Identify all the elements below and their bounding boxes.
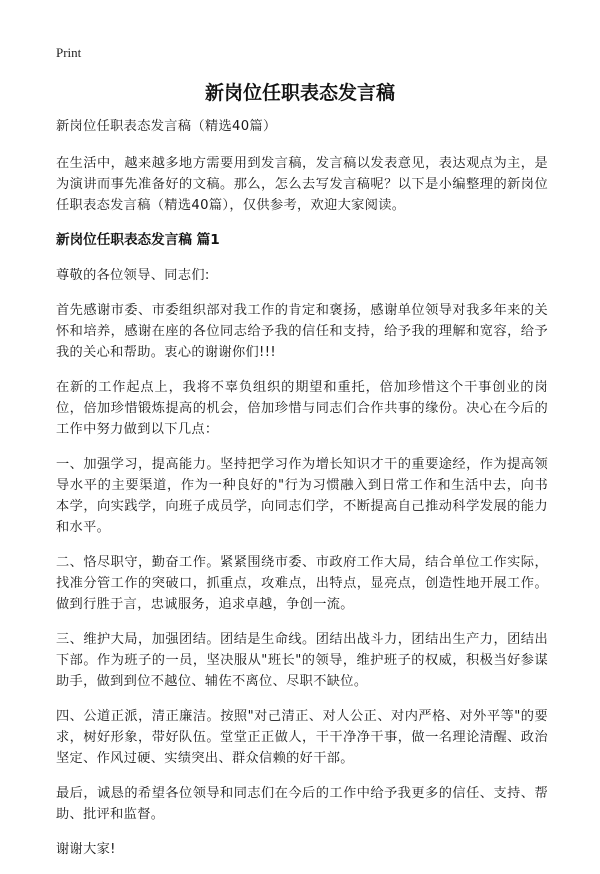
print-link[interactable]: Print [56,45,82,60]
paragraph-point-3: 三、维护大局，加强团结。团结是生命线。团结出战斗力，团结出生产力，团结出下部。作为班子的一员，坚决服从"班长"的领导，维护班子的权威，积极当好参谋助手，做到到位不越位、辅佐不离位、尽职不缺位。 [56,632,548,689]
paragraph-point-4: 四、公道正派，清正廉洁。按照"对己清正、对人公正、对内严格、对外平等"的要求，树好形象，带好队伍。堂堂正正做人，干干净净干事，做一名理论清醒、政治坚定、作风过硬、实绩突出、群众信赖的好干部。 [56,709,548,766]
section-heading: 新岗位任职表态发言稿 篇1 [56,232,220,248]
document-subtitle: 新岗位任职表态发言稿（精选40篇） [56,119,277,134]
paragraph-thank-you: 谢谢大家! [56,842,116,857]
document-title: 新岗位任职表态发言稿 [204,82,395,104]
intro-paragraph: 在生活中，越来越多地方需要用到发言稿，发言稿以发表意见，表达观点为主，是为演讲而事先准备好的文稿。那么，怎么去写发言稿呢？以下是小编整理的新岗位任职表态发言稿（精选40篇），仅供参考，欢迎大家阅读。 [56,156,548,213]
salutation: 尊敬的各位领导、同志们: [56,268,210,283]
paragraph-thanks: 首先感谢市委、市委组织部对我工作的肯定和褒扬，感谢单位领导对我多年来的关怀和培养，感谢在座的各位同志给予我的信任和支持，给予我的理解和宽容，给予我的关心和帮助。衷心的谢谢你们!!! [56,303,548,360]
document-body [56,116,548,874]
paragraph-commitment: 在新的工作起点上，我将不辜负组织的期望和重托，倍加珍惜这个干事创业的岗位，倍加珍惜锻炼提高的机会，倍加珍惜与同志们合作共事的缘份。决心在今后的工作中努力做到以下几点： [56,380,548,437]
paragraph-point-1: 一、加强学习，提高能力。坚持把学习作为增长知识才干的重要途经，作为提高领导水平的主要渠道，作为一种良好的"行为习惯融入到日常工作和生活中去，向书本学，向实践学，向班子成员学，向同志们学，不断提高自己推动科学发展的能力和水平。 [56,457,548,535]
paragraph-point-2: 二、恪尽职守，勤奋工作。紧紧围绕市委、市政府工作大局，结合单位工作实际，找准分管工作的突破口，抓重点，攻难点，出特点，显亮点，创造性地开展工作。做到行胜于言，忠诚服务，追求卓越，争创一流。 [56,555,548,612]
paragraph-closing: 最后，诚恳的希望各位领导和同志们在今后的工作中给予我更多的信任、支持、帮助、批评和监督。 [56,786,548,822]
